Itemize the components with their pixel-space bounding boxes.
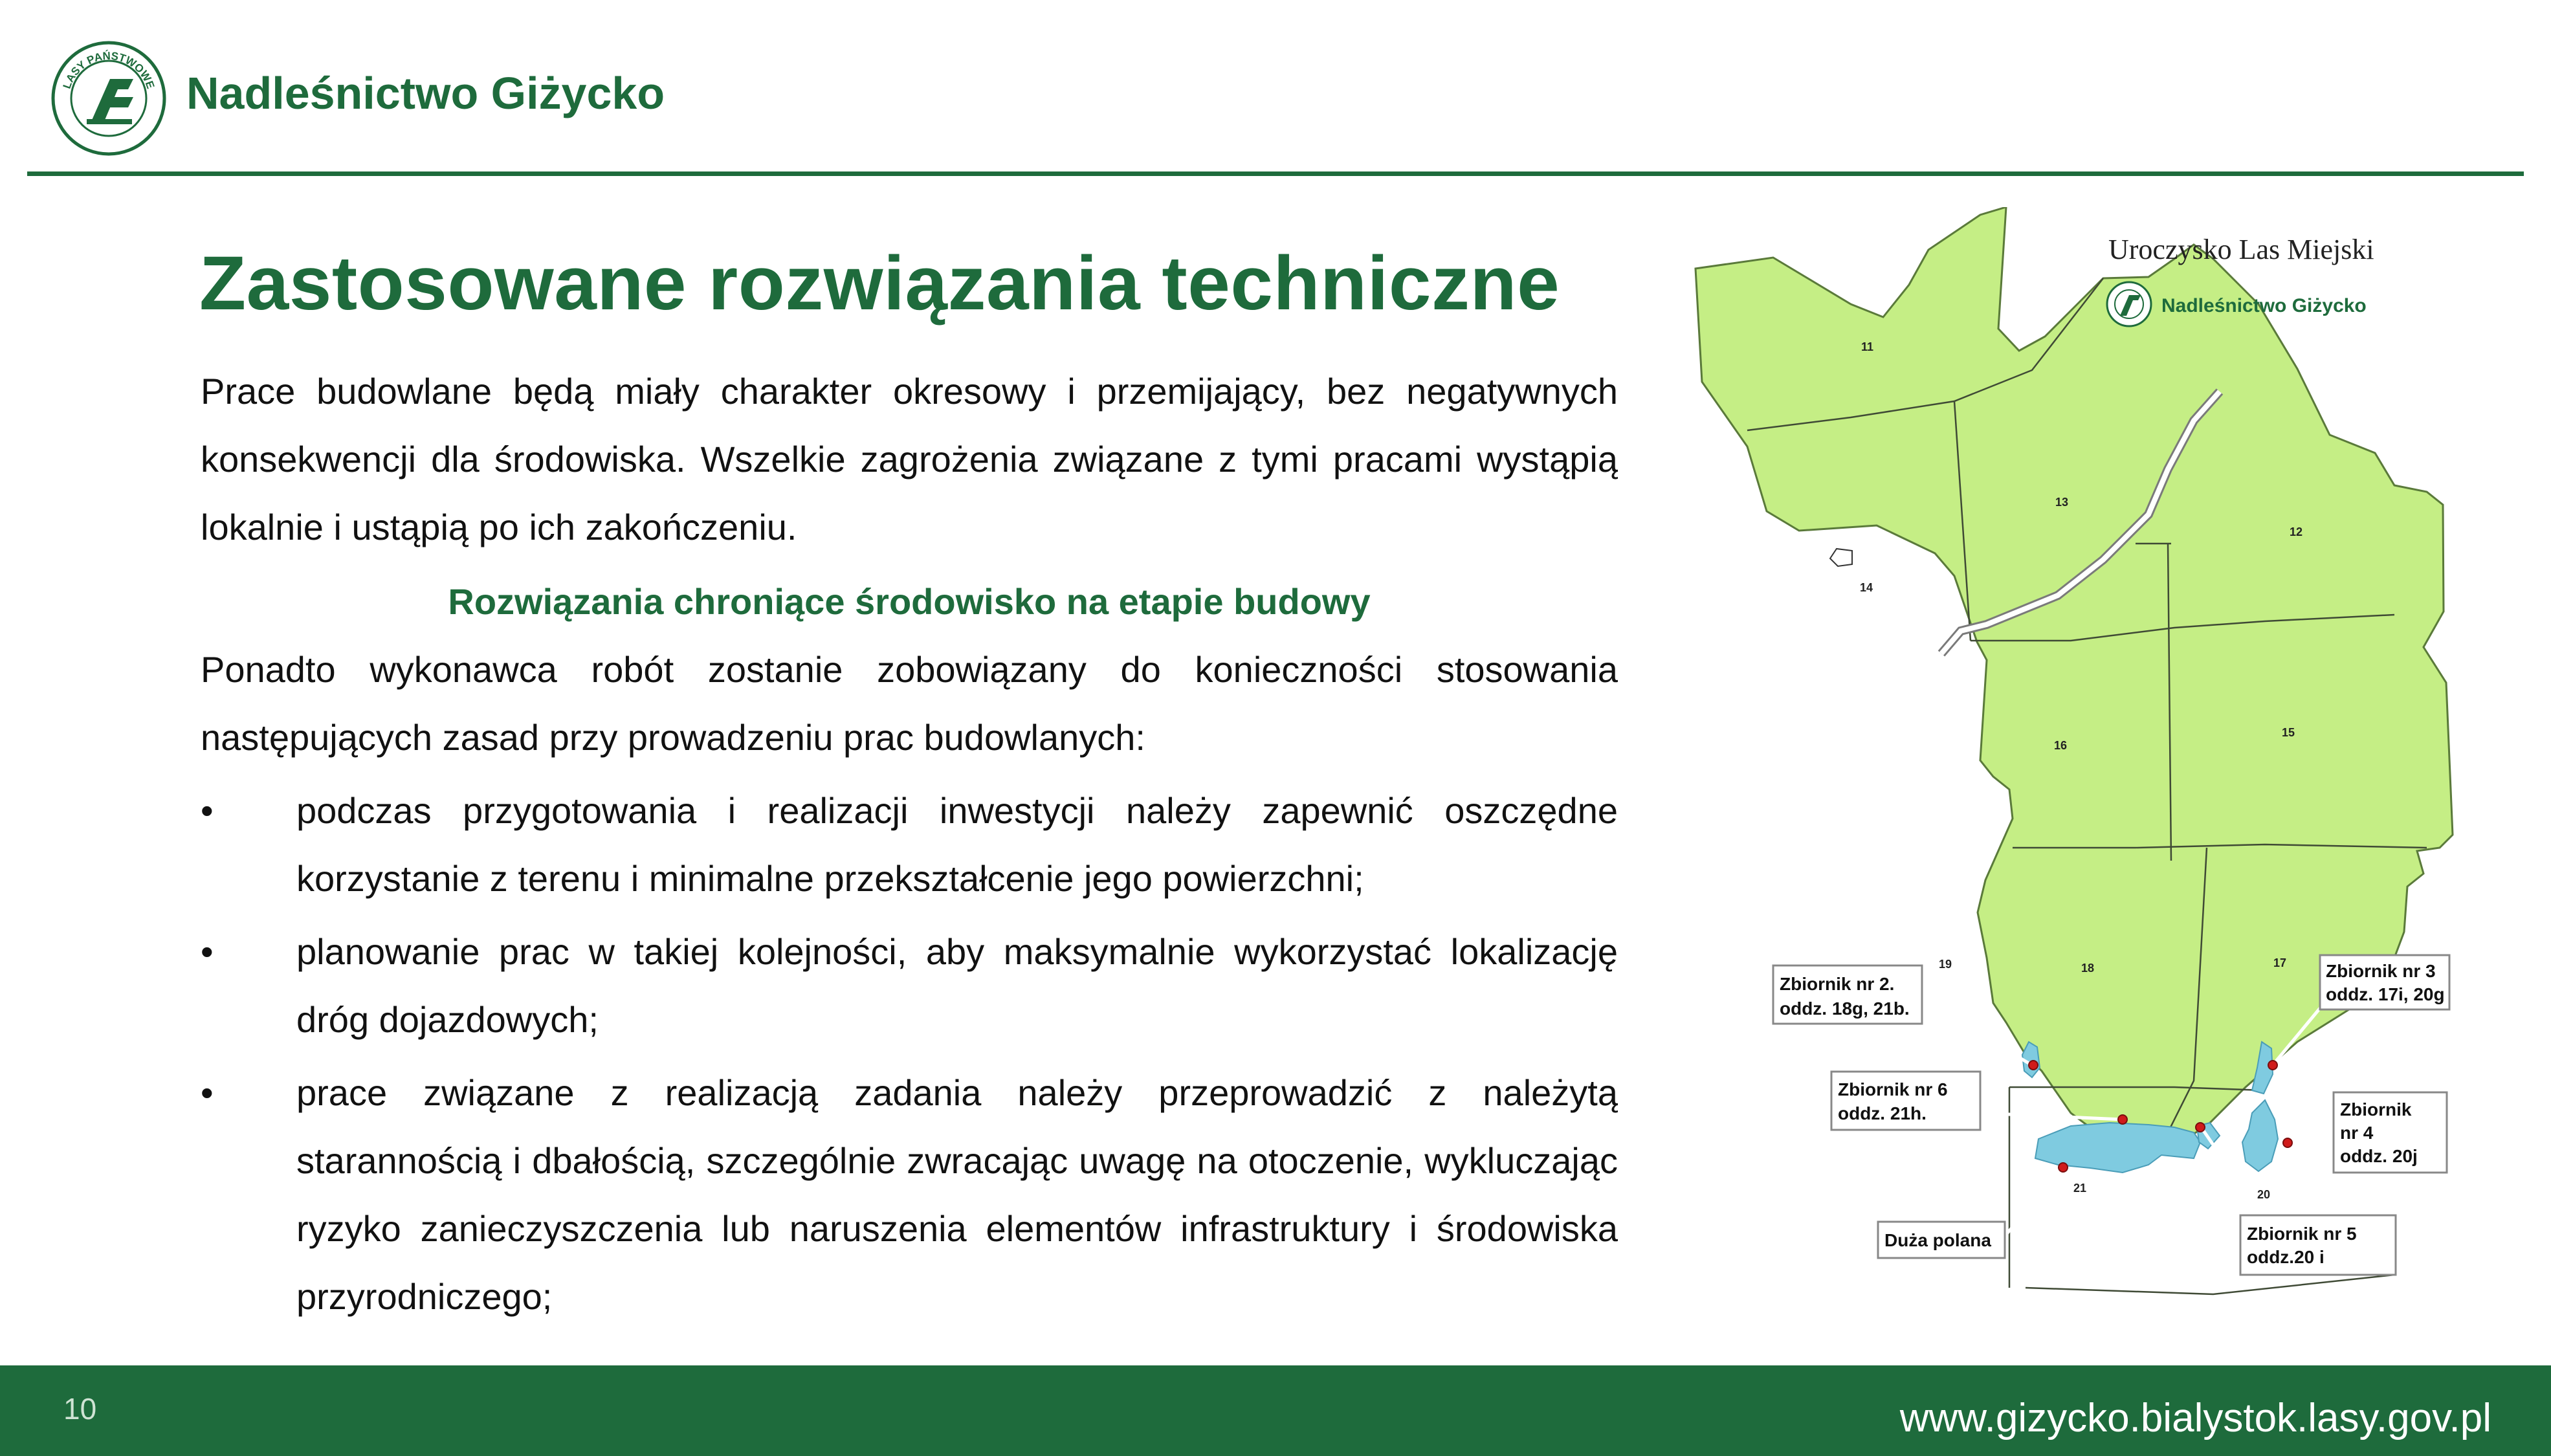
svg-text:Zbiornik: Zbiornik xyxy=(2340,1099,2412,1120)
compartment-label: 17 xyxy=(2273,956,2287,969)
compartment-label: 12 xyxy=(2290,525,2303,538)
bullet-text: planowanie prac w takiej kolejności, aby maksymalnie wykorzystać lokalizację dróg dojazdowych; xyxy=(296,931,1618,1040)
bullet-marker: • xyxy=(201,1072,214,1113)
bullet-text: podczas przygotowania i realizacji inwestycji należy zapewnić oszczędne korzystanie z terenu i minimalne przekształcenie jego powierzchni; xyxy=(296,790,1618,899)
compartment-label: 13 xyxy=(2055,496,2069,509)
logo-ring-text: LASY PAŃSTWOWE xyxy=(60,49,157,91)
map-brand-name: Nadleśnictwo Giżycko xyxy=(2161,295,2367,316)
svg-text:nr 4: nr 4 xyxy=(2340,1123,2374,1143)
page-number: 10 xyxy=(63,1392,97,1426)
svg-text:oddz. 18g, 21b.: oddz. 18g, 21b. xyxy=(1780,998,1910,1019)
slide-title: Zastosowane rozwiązania techniczne xyxy=(199,241,1560,326)
map-marker xyxy=(2059,1163,2068,1172)
svg-text:oddz. 21h.: oddz. 21h. xyxy=(1838,1103,1927,1123)
svg-text:oddz. 17i, 20g: oddz. 17i, 20g xyxy=(2326,984,2445,1004)
map-marker xyxy=(2283,1138,2292,1147)
compartment-label: 11 xyxy=(1861,340,1874,353)
map-marker xyxy=(2029,1061,2038,1070)
header-title: Nadleśnictwo Giżycko xyxy=(186,68,665,118)
compartment-label: 15 xyxy=(2282,726,2295,739)
map-marker xyxy=(2268,1061,2277,1070)
bullet-item xyxy=(201,777,1618,912)
compartment-label: 21 xyxy=(2073,1182,2087,1195)
reservoir-4 xyxy=(2242,1100,2278,1171)
svg-text:Zbiornik nr 2.: Zbiornik nr 2. xyxy=(1780,974,1895,994)
bullet-text: prace związane z realizacją zadania należy przeprowadzić z należytą starannością i dbałością, szczególnie zwracając uwagę na otoczenie, wykluczając ryzyko zanieczyszczenia lub naruszenia elementów infrastruktury i środowiska przyrodniczego; xyxy=(296,1072,1618,1317)
map-brand-logo xyxy=(2107,282,2151,326)
map-title: Uroczysko Las Miejski xyxy=(2108,234,2374,265)
lasy-panstwowe-logo xyxy=(50,40,167,157)
svg-text:Zbiornik nr 6: Zbiornik nr 6 xyxy=(1838,1079,1948,1099)
intro-paragraph: Prace budowlane będą miały charakter okresowy i przemijający, bez negatywnych konsekwencji dla środowiska. Wszelkie zagrożenia związane z tymi pracami wystąpią lokalnie i ustąpią po ich zakończeniu. xyxy=(201,371,1618,547)
compartment-label: 20 xyxy=(2257,1188,2271,1201)
reservoir-label-2 xyxy=(1773,965,1922,1024)
bullet-marker: • xyxy=(201,790,214,831)
map-marker xyxy=(2118,1115,2127,1124)
compartment-label: 18 xyxy=(2081,962,2095,975)
rules-intro-paragraph: Ponadto wykonawca robót zostanie zobowiązany do konieczności stosowania następujących zasad przy prowadzeniu prac budowlanych: xyxy=(201,649,1618,758)
slide-content xyxy=(201,357,1618,1330)
reservoir-label-6 xyxy=(1831,1072,1980,1130)
svg-text:oddz. 20j: oddz. 20j xyxy=(2340,1146,2418,1166)
svg-text:Duża polana: Duża polana xyxy=(1884,1230,1991,1250)
svg-text:Zbiornik nr 5: Zbiornik nr 5 xyxy=(2247,1224,2357,1244)
bullet-item xyxy=(201,918,1618,1053)
footer-url: www.gizycko.bialystok.lasy.gov.pl xyxy=(1899,1396,2491,1440)
bullet-item xyxy=(201,1059,1618,1330)
compartment-label: 16 xyxy=(2054,739,2068,752)
reservoir-label-3 xyxy=(2320,955,2449,1009)
reservoir-label-4 xyxy=(2334,1092,2447,1173)
svg-text:oddz.20 i: oddz.20 i xyxy=(2247,1247,2325,1267)
section-subheading: Rozwiązania chroniące środowisko na etapie budowy xyxy=(448,581,1371,622)
reservoir-label-5 xyxy=(2240,1215,2396,1275)
compartment-label: 14 xyxy=(1860,581,1873,594)
compartment-label: 19 xyxy=(1939,958,1952,971)
map-marker xyxy=(2196,1123,2205,1132)
svg-text:Zbiornik nr 3: Zbiornik nr 3 xyxy=(2326,961,2436,981)
clearing-label xyxy=(1878,1222,2005,1258)
forest-map xyxy=(1683,207,2550,1365)
header-divider xyxy=(27,171,2524,176)
bullet-marker: • xyxy=(201,931,214,972)
